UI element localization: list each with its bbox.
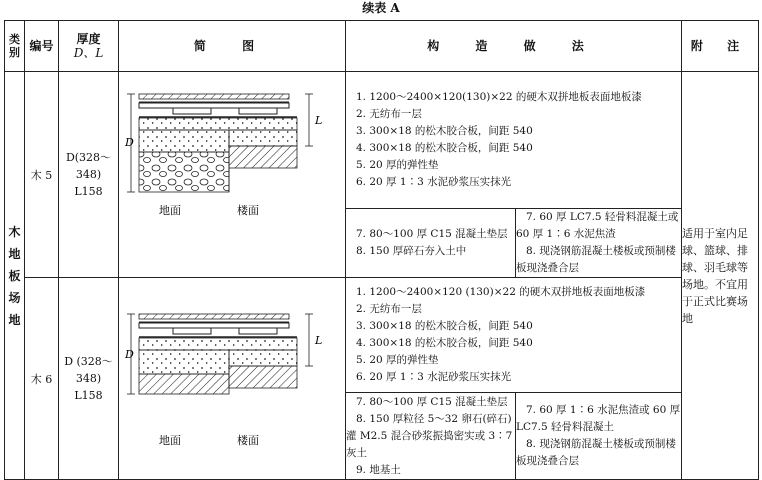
thickness-line: L158 xyxy=(74,185,103,198)
step-line: 6. 20 厚 1∶3 水泥砂浆压实抹光 xyxy=(356,371,512,383)
header-category: 类别 xyxy=(5,21,25,72)
steps-ground xyxy=(346,393,516,480)
header-code: 编号 xyxy=(25,21,59,72)
steps-common xyxy=(346,278,682,393)
header-thickness xyxy=(59,21,119,72)
category-char: 地 xyxy=(8,246,21,261)
code-cell: 木 5 xyxy=(25,72,59,278)
note-cell: 适用于室内足球、篮球、排球、羽毛球等场地。不宜用于正式比赛场地 xyxy=(682,72,759,480)
table-caption: 续表 A xyxy=(362,1,400,15)
step-line: 8. 150 厚碎石夯入土中 xyxy=(356,245,467,257)
step-line: 5. 20 厚的弹性垫 xyxy=(356,159,439,171)
category-char: 板 xyxy=(8,268,21,283)
label-floor: 楼面 xyxy=(237,203,259,217)
category-char: 场 xyxy=(8,290,21,305)
thickness-line: L158 xyxy=(74,389,103,402)
step-line: 7. 60 厚 LC7.5 轻骨料混凝土或 60 厚 1∶6 水泥焦渣 xyxy=(516,211,679,240)
step-line: 1. 1200～2400×120 (130)×22 的硬木双拼地板表面地板漆 xyxy=(356,286,646,298)
thickness-line: 348) xyxy=(75,372,102,385)
steps-common xyxy=(346,72,682,209)
step-line: 3. 300×18 的松木胶合板，间距 540 xyxy=(356,320,533,332)
step-line: 7. 60 厚 1∶6 水泥焦渣或 60 厚 LC7.5 轻骨料混凝土 xyxy=(516,404,681,433)
row-wood5-top xyxy=(5,72,759,209)
step-line: 8. 现浇钢筋混凝土楼板或预制楼板现浇叠合层 xyxy=(516,438,676,467)
steps-floor xyxy=(516,393,682,480)
header-thickness-sub: D、L xyxy=(73,46,104,60)
thickness-line: D (328～ xyxy=(64,355,113,368)
header-thickness-label: 厚度 xyxy=(76,32,101,46)
label-ground: 地面 xyxy=(159,433,181,447)
floor-section-drawing xyxy=(119,80,338,270)
step-line: 2. 无纺布一层 xyxy=(356,108,422,120)
step-line: 8. 150 厚粒径 5～32 卵石(碎石) 灌 M2.5 混合砂浆振捣密实或 3∶7 灰土 xyxy=(346,412,513,459)
thickness-cell xyxy=(59,278,119,480)
thickness-line: D(328～ xyxy=(65,151,112,164)
dim-label-l: L xyxy=(315,333,323,347)
thickness-line: 348) xyxy=(75,168,102,181)
floor-section-drawing xyxy=(119,284,338,474)
section-diagram xyxy=(119,72,346,278)
step-line: 9. 地基土 xyxy=(356,463,401,476)
construction-table xyxy=(4,20,759,480)
step-line: 1. 1200～2400×120(130)×22 的硬木双拼地板表面地板漆 xyxy=(356,91,642,103)
category-char: 地 xyxy=(8,312,21,327)
thickness-cell xyxy=(59,72,119,278)
section-diagram xyxy=(119,278,346,480)
step-line: 8. 现浇钢筋混凝土楼板或预制楼板现浇叠合层 xyxy=(516,245,676,274)
header-row xyxy=(5,21,759,72)
category-cell xyxy=(5,72,25,480)
step-line: 6. 20 厚 1∶3 水泥砂浆压实抹光 xyxy=(356,176,512,188)
header-note: 附 注 xyxy=(682,21,759,72)
step-line: 5. 20 厚的弹性垫 xyxy=(356,354,439,366)
dim-label-l: L xyxy=(315,113,323,127)
dim-label-d: D xyxy=(125,347,134,361)
code-cell: 木 6 xyxy=(25,278,59,480)
header-construction: 构 造 做 法 xyxy=(346,21,682,72)
step-line: 4. 300×18 的松木胶合板，间距 540 xyxy=(356,337,533,349)
step-line: 7. 80～100 厚 C15 混凝土垫层 xyxy=(356,395,508,408)
step-line: 2. 无纺布一层 xyxy=(356,303,422,315)
label-floor: 楼面 xyxy=(237,433,259,447)
steps-floor xyxy=(516,209,682,278)
row-wood6-top xyxy=(5,278,759,393)
step-line: 7. 80～100 厚 C15 混凝土垫层 xyxy=(356,228,508,240)
step-line: 3. 300×18 的松木胶合板，间距 540 xyxy=(356,125,533,137)
label-ground: 地面 xyxy=(159,203,181,217)
steps-ground xyxy=(346,209,516,278)
step-line: 4. 300×18 的松木胶合板，间距 540 xyxy=(356,142,533,154)
category-char: 木 xyxy=(8,224,21,239)
header-diagram: 简 图 xyxy=(119,21,346,72)
dim-label-d: D xyxy=(125,135,134,149)
